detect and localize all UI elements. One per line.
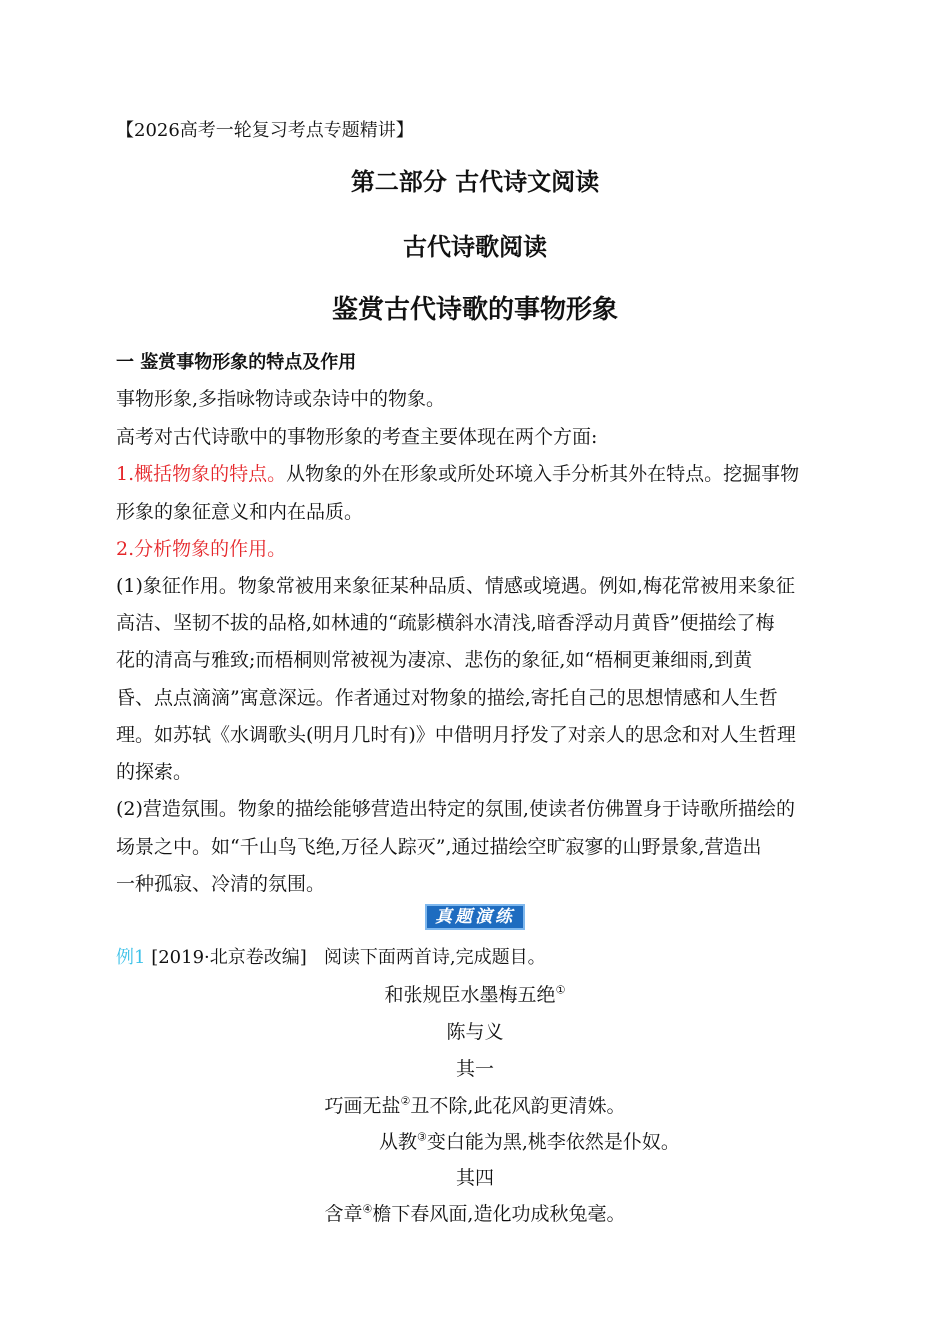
topic-title: 鉴赏古代诗歌的事物形象 (331, 295, 618, 325)
footnote-marker: ① (555, 983, 566, 997)
series-header: 【2026高考一轮复习考点专题精讲】 (116, 120, 414, 141)
para-line: 高洁、坚韧不拔的品格,如林逋的“疏影横斜水清浅,暗香浮动月黄昏”便描绘了梅 (116, 612, 775, 634)
point1-line2: 形象的象征意义和内在品质。 (116, 501, 364, 523)
poem-line: 巧画无盐②丑不除,此花风韵更清姝。 (324, 1094, 626, 1117)
point1-line (116, 459, 799, 486)
part-title: 第二部分 古代诗文阅读 (350, 168, 600, 196)
intro-line: 高考对古代诗歌中的事物形象的考查主要体现在两个方面: (116, 426, 598, 448)
section-heading: 一 鉴赏事物形象的特点及作用 (116, 352, 357, 373)
para-line: (1)象征作用。物象常被用来象征某种品质、情感或境遇。例如,梅花常被用来象征 (116, 575, 795, 597)
example-source: [2019·北京卷改编] (151, 947, 307, 968)
para-line: 花的清高与雅致;而梧桐则常被视为凄凉、悲伤的象征,如“梧桐更兼细雨,到黄 (116, 649, 753, 671)
point2-label: 2.分析物象的作用。 (116, 538, 287, 560)
para-line: 理。如苏轼《水调歌头(明月几时有)》中借明月抒发了对亲人的思念和对人生哲理 (116, 724, 796, 746)
poem-part-heading: 其四 (455, 1167, 494, 1189)
para-line: (2)营造氛围。物象的描绘能够营造出特定的氛围,使读者仿佛置身于诗歌所描绘的 (116, 798, 795, 820)
para-line: 一种孤寂、冷清的氛围。 (116, 873, 326, 895)
intro-line: 事物形象,多指咏物诗或杂诗中的物象。 (116, 388, 446, 410)
point1-label: 1.概括物象的特点。 (116, 463, 287, 485)
poem-author: 陈与义 (446, 1021, 504, 1043)
poem-line: 含章④檐下春风面,造化功成秋兔毫。 (324, 1202, 626, 1225)
poem-line: 从教③变白能为黑,桃李依然是仆奴。 (379, 1130, 680, 1153)
footnote-marker: ④ (362, 1202, 373, 1216)
example-line (116, 943, 546, 969)
para-line: 场景之中。如“千山鸟飞绝,万径人踪灭”,通过描绘空旷寂寥的山野景象,营造出 (116, 836, 762, 858)
example-label: 例1 (116, 947, 146, 968)
example-instruction: 阅读下面两首诗,完成题目。 (323, 947, 546, 968)
point1-text: 从物象的外在形象或所处环境入手分析其外在特点。挖掘事物 (286, 463, 800, 485)
para-line: 的探索。 (116, 761, 193, 783)
para-line: 昏、点点滴滴”寓意深远。作者通过对物象的描绘,寄托自己的思想情感和人生哲 (116, 687, 778, 709)
footnote-marker: ③ (417, 1130, 427, 1144)
poem-part-heading: 其一 (455, 1058, 494, 1080)
chapter-title: 古代诗歌阅读 (403, 233, 547, 261)
poem-title: 和张规臣水墨梅五绝① (384, 983, 566, 1006)
footnote-marker: ② (400, 1094, 411, 1108)
practice-badge: 真题演练 (425, 904, 525, 930)
